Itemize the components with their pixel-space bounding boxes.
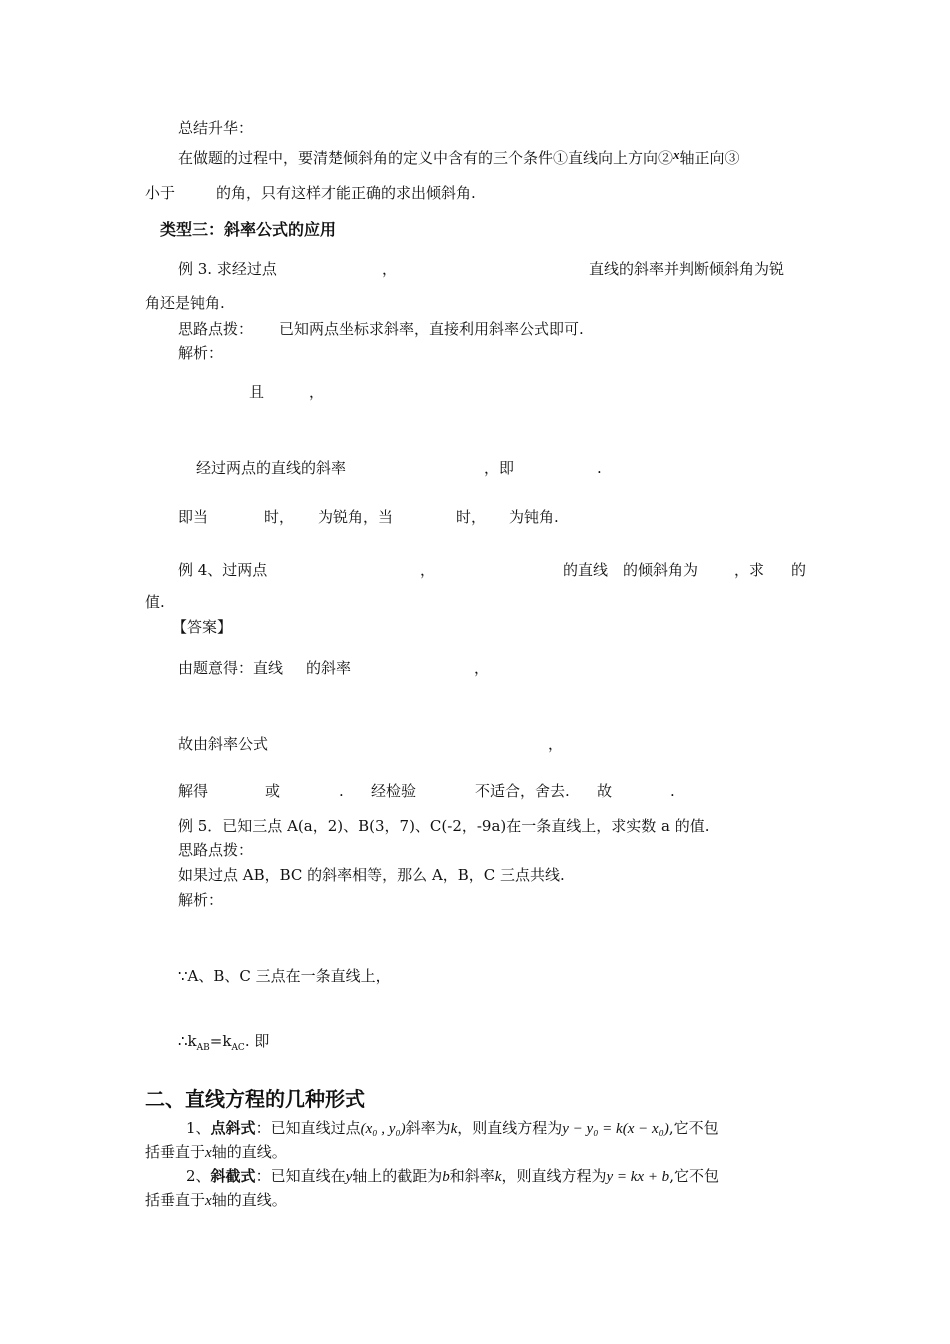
ex4-solve-d: 经检验 <box>371 782 417 800</box>
ex3-line-a: 例 3. 求经过点 <box>178 260 277 278</box>
ex3-hint-label: 思路点拨： <box>178 320 254 338</box>
point-slope-term: 点斜式 <box>210 1119 256 1137</box>
point-slope-line-1: 1、点斜式：已知直线过点(x₀ , y₀)斜率为k，则直线方程为y − y₀ = k(x − x₀),它不包 <box>186 1119 719 1137</box>
ex4-solve-g: . <box>670 782 675 800</box>
ex3-when-b: 时， <box>264 508 295 526</box>
slope-intercept-term: 斜截式 <box>210 1167 256 1185</box>
x-symbol: x <box>673 147 680 162</box>
ex5-hint-text: 如果过点 AB，BC 的斜率相等，那么 A，B，C 三点共线. <box>178 866 565 884</box>
ex4-comma: ， <box>420 561 436 579</box>
ex4-line-f: 值. <box>145 593 165 611</box>
ex3-qie-comma: ， <box>309 383 325 401</box>
ex3-slope-comma: ，即 <box>484 459 515 477</box>
ex4-formula-label: 故由斜率公式 <box>178 735 269 753</box>
ex4-answer-line-1b: 的斜率 <box>306 659 352 677</box>
ex3-qie: 且 <box>249 383 265 401</box>
ex4-line-b: 的直线 <box>563 561 609 579</box>
ex4-line-e: 的 <box>791 561 807 579</box>
section2-heading: 二、直线方程的几种形式 <box>145 1087 365 1111</box>
ex3-when-c: 为锐角，当 <box>318 508 394 526</box>
summary-line-2a: 小于 <box>145 184 176 202</box>
ex4-answer-label: 【答案】 <box>172 618 233 636</box>
ex3-hint-text: 已知两点坐标求斜率，直接利用斜率公式即可. <box>279 320 584 338</box>
ex3-comma: ， <box>382 260 398 278</box>
ex4-formula-comma: ， <box>548 735 564 753</box>
summary-title: 总结升华： <box>178 119 254 137</box>
ex3-line-b: 直线的斜率并判断倾斜角为锐 <box>589 260 785 278</box>
ex5-because: ∵A、B、C 三点在一条直线上， <box>178 967 391 985</box>
ex5-hint-label: 思路点拨： <box>178 841 254 859</box>
slope-intercept-equation: y = kx + b <box>606 1169 670 1185</box>
ex4-line-d: ，求 <box>734 561 765 579</box>
ex3-when-a: 即当 <box>178 508 209 526</box>
ex5-solution-label: 解析： <box>178 891 224 909</box>
ex4-solve-f: 故 <box>597 782 613 800</box>
ex5-therefore: $\therefore k_{AB}=k_{AC}$. 即 <box>178 1032 270 1053</box>
summary-line-1: 在做题的过程中，要清楚倾斜角的定义中含有的三个条件①直线向上方向②x轴正向③ <box>178 147 740 167</box>
ex3-solution-label: 解析： <box>178 344 224 362</box>
slope-intercept-line-1: 2、斜截式：已知直线在y轴上的截距为b和斜率k，则直线方程为y = kx + b,它不包 <box>186 1167 719 1185</box>
point-slope-equation: y − y₀ = k(x − x₀) <box>562 1121 669 1137</box>
ex3-when-d: 时， <box>456 508 487 526</box>
ex3-when-e: 为钝角. <box>509 508 559 526</box>
point-coordinates: (x₀ , y₀) <box>360 1121 406 1137</box>
ex4-line-a: 例 4、过两点 <box>178 561 268 579</box>
ex3-slope-text: 经过两点的直线的斜率 <box>196 459 347 477</box>
ex4-solve-e: 不适合，舍去. <box>475 782 570 800</box>
ex3-slope-period: . <box>597 459 602 477</box>
summary-line-2b: 的角，只有这样才能正确的求出倾斜角. <box>216 184 476 202</box>
ex3-line-c: 角还是钝角. <box>145 294 225 312</box>
ex4-answer-line-1: 由题意得：直线 <box>178 659 284 677</box>
ex4-line-c: 的倾斜角为 <box>623 561 699 579</box>
point-slope-line-2: 括垂直于x轴的直线。 <box>145 1143 287 1161</box>
ex4-solve-c: . <box>339 782 344 800</box>
slope-intercept-line-2: 括垂直于x轴的直线。 <box>145 1191 287 1209</box>
ex4-solve-a: 解得 <box>178 782 209 800</box>
ex5-text: 例 5．已知三点 A(a，2)、B(3，7)、C(-2，-9a)在一条直线上，求实数 a 的值. <box>178 817 710 835</box>
type3-heading: 类型三：斜率公式的应用 <box>160 220 337 239</box>
ex4-solve-b: 或 <box>265 782 281 800</box>
ex4-answer-line-1-comma: ， <box>474 659 490 677</box>
